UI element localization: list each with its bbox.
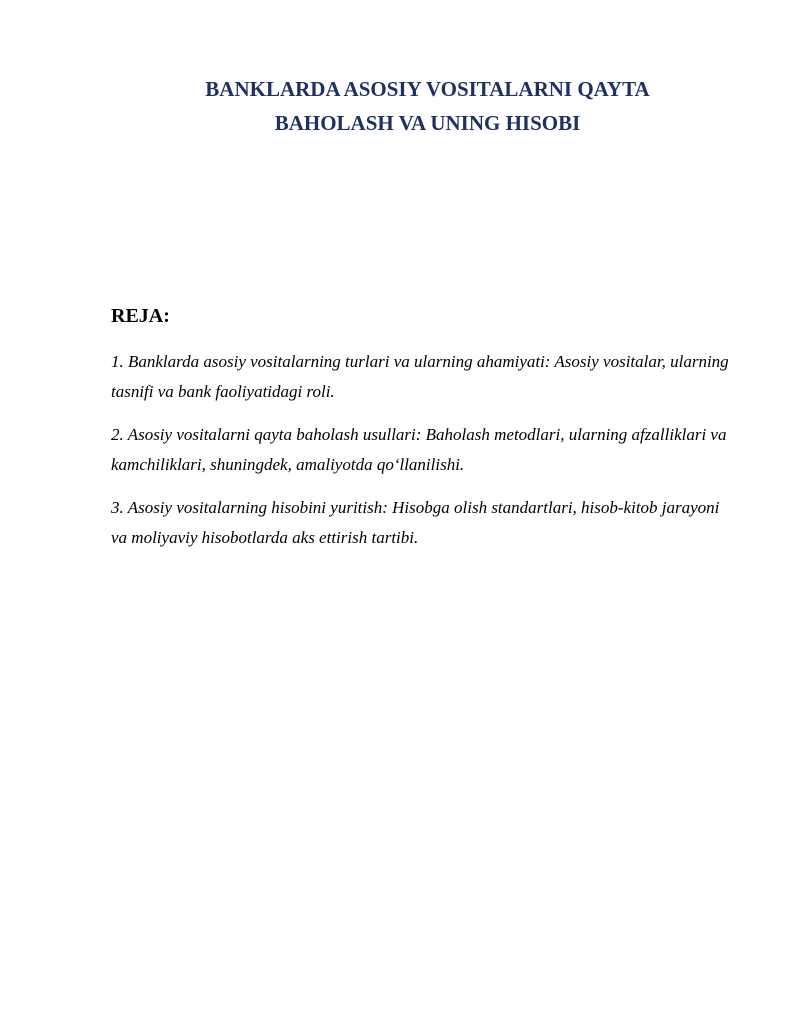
plan-item-2: 2. Asosiy vositalarni qayta baholash usullari: Baholash metodlari, ularning afzalliklari va kamchiliklari, shuningdek, amaliyotda qo‘llanilishi. <box>111 425 727 474</box>
plan-item-1: 1. Banklarda asosiy vositalarning turlari va ularning ahamiyati: Asosiy vositalar, ularning tasnifi va bank faoliyatidagi roli. <box>111 352 729 401</box>
title-line-2: BAHOLASH VA UNING HISOBI <box>274 111 581 135</box>
title-line-1: BANKLARDA ASOSIY VOSITALARNI QAYTA <box>205 77 650 101</box>
plan-item-3: 3. Asosiy vositalarning hisobini yuritish: Hisobga olish standartlari, hisob-kitob jarayoni va moliyaviy hisobotlarda aks ettirish tartibi. <box>111 498 720 547</box>
plan-list <box>111 347 731 566</box>
document-title <box>100 72 755 140</box>
plan-heading: REJA: <box>111 305 170 327</box>
